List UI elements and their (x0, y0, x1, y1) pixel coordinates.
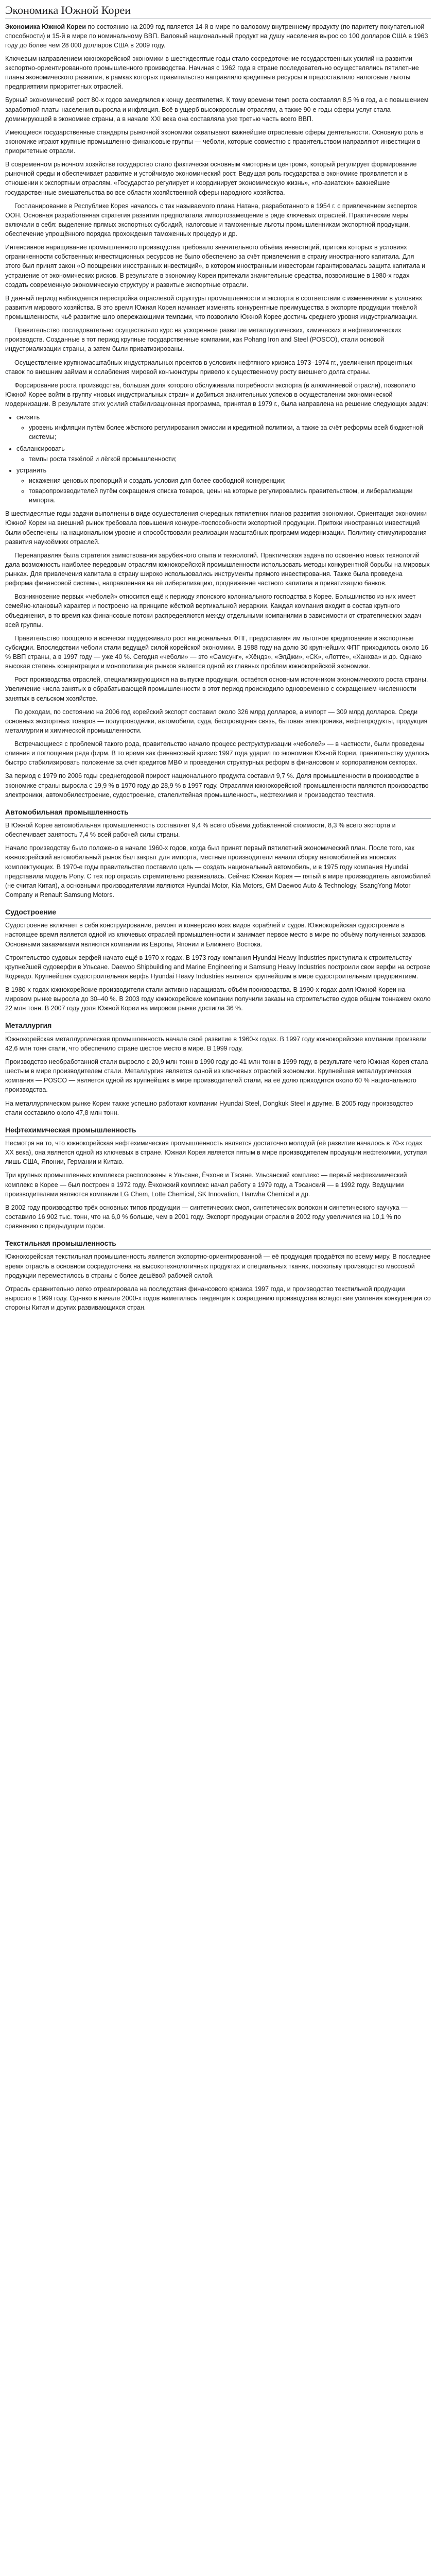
history-paragraph: Форсирование роста производства, большая доля которого обслуживала потребности экспорта (в алюминиевой отрасли), позволило Южной Корее войти в группу «новых индустриальных стран» и добиться значительных успехов в осуществлении экономической модернизации. В результате этих усилий стабилизационная программа, принятая в 1979 г., была направлена на решение следующих задач: (5, 381, 428, 408)
body-paragraph: Встречающиеся с проблемой такого рода, правительство начало процесс реструктуризации «чеболей» — в частности, были проведены слияния и поглощения ряда фирм. В то время как финансовый кризис 1997 года ударил по экономике Южной Кореи, правительству удалось быстро стабилизировать положение за счёт кредитов МВФ и проведения структурных реформ в финансовом и корпоративном секторах. (5, 740, 429, 767)
task-subitem: ◦ темпы роста тяжёлой и лёгкой промышленности; (29, 454, 431, 464)
body-paragraph: За период с 1979 по 2006 годы среднегодовой прирост национального продукта составил 9,7 %. Доля промышленности в производстве в экономике страны выросла с 19,9 % в 1970 году до 28,9 % в 1997 году. Отраслями южнокорейской промышленности являются производство электроники, автомобилестроение, судостроение, сталелитейная промышленность, нефтехимия и производство текстиля. (5, 772, 429, 799)
page-title: Экономика Южной Кореи (5, 3, 431, 19)
task-label: устранить (16, 466, 47, 474)
section-paragraph: Судостроение включает в себя конструирование, ремонт и конверсию всех видов кораблей и судов. Южнокорейская судостроение в настоящее время является одной из ключевых отраслей промышленности и занимает первое место в мире по объёму полученных заказов. Основными заказчиками являются компании из Европы, Японии и Ближнего Востока. (5, 922, 427, 948)
lead-text: по состоянию на 2009 год является 14-й в мире по валовому внутреннему продукту (по паритету покупательной способности) и 15-й в мире по номинальному ВВП. Валовый национальный продукт на душу населения вырос со 100 долларов США в 1963 году до более чем 28 000 долларов США в 2009 году. (5, 23, 428, 49)
section-paragraph: В 1980-х годах южнокорейские производители стали активно наращивать объём производства. В 1990-х годах доля Южной Кореи на мировом рынке выросла до 30–40 %. В 2003 году южнокорейские компании получили заказы на строительство судов общим тоннажем около 22 млн тонн. В 2007 году доля Южной Кореи на мировом рынке достигла 36 %. (5, 986, 431, 1012)
section-paragraph: Несмотря на то, что южнокорейская нефтехимическая промышленность является достаточно молодой (её развитие началось в 70-х годах XX века), она является одной из ключевых в стране. Южная Корея является пятым в мире производителем продукции нефтехимии, уступая лишь США, Японии, Германии и Китаю. (5, 1140, 427, 1166)
body-paragraph: Рост производства отраслей, специализирующихся на выпуске продукции, остаётся основным источником экономического роста страны. Увеличение числа занятых в обрабатывающей промышленности в этот период происходило одновременно с сокращением численности занятых в сельском хозяйстве. (5, 676, 428, 702)
task-subitem: ◦ товаропроизводителей путём сокращения списка товаров, цены на которые регулировались правительством, и либерализации импорта. (29, 486, 431, 505)
section-heading: Автомобильная промышленность (5, 807, 431, 819)
task-label: сбалансировать (16, 445, 65, 452)
section-paragraph: Три крупных промышленных комплекса расположены в Ульсане, Ёчхоне и Тэсане. Ульсанский комплекс — первый нефтехимический комплекс в Корее — был построен в 1972 году. Ёчхонский комплекс начал работу в 1979 году, а Тэсанский — в 1992 году. Ведущими производителями являются компании LG Chem, Lotte Chemical, SK Innovation, Hanwha Chemical и др. (5, 1172, 407, 1198)
section-heading: Текстильная промышленность (5, 1238, 431, 1250)
intro-paragraph: В современном рыночном хозяйстве государство стало фактически основным «моторным центром», который регулирует формирование рыночной среды и обеспечивает развитие и устойчивую экономический рост. Ведущая роль государства в экономике проявляется и в отношении к экспортным отраслям. «Государство регулирует и координирует экономическую жизнь», «по-азиатски» важнейшие государственные вмешательства во все области хозяйственной сферы народного хозяйства. (5, 161, 417, 196)
section-automotive (5, 807, 431, 900)
section-heading: Судостроение (5, 907, 431, 919)
section-heading: Металлургия (5, 1020, 431, 1032)
history-paragraph: Осуществление крупномасштабных индустриальных проектов в условиях нефтяного кризиса 1973–1974 гг., увеличения процентных ставок по внешним займам и ослабления мировой конъюнктуры привело к существенному росту внешнего долга страны. (5, 359, 413, 376)
intro-paragraph: Ключевым направлением южнокорейской экономики в шестидесятые годы стало сосредоточение государственных усилий на развитии экспортно-ориентированного промышленного производства. Начиная с 1962 года в стране последовательно осуществлялись пятилетние планы экономического развития, в рамках которых правительство направляло кредитные ресурсы и предоставляло налоговые льготы предприятиям приоритетных отраслей. (5, 55, 419, 91)
task-subitem: ◦ искажения ценовых пропорций и создать условия для более свободной конкуренции; (29, 476, 431, 485)
intro-block (5, 54, 431, 197)
intro-paragraph: Бурный экономический рост 80-х годов замедлился к концу десятилетия. К тому времени темп роста составлял 8,5 % в год, а с повышением заработной платы населения выросла и инфляция. Всё в ущерб высокорослым отраслям, а также 90-е годы сферы услуг стала доминирующей в экономике страны, а в начале XXI века она составляла уже третью часть всего ВВП. (5, 96, 429, 123)
history-paragraph: Правительство последовательно осуществляло курс на ускоренное развитие металлургических, химических и нефтехимических производств. Созданные в тот период крупные государственные компании, как Pohang Iron and Steel (POSCO), стали основой индустриализации страны, а затем были приватизированы. (5, 327, 402, 353)
history-paragraph: В данный период наблюдается перестройка отраслевой структуры промышленности и экспорта в соответствии с изменениями в условиях развития мирового хозяйства. В это время Южная Корея начинает изменять конкурентные преимущества в экспорте продукции тяжёлой промышленности, чьё развитие шло опережающими темпами, что позволило Южной Корее достичь среднего уровня индустриализации. (5, 294, 422, 320)
section-petrochemical (5, 1125, 431, 1231)
section-paragraph: Строительство судовых верфей начато ещё в 1970-х годах. В 1973 году компания Hyundai Heavy Industries приступила к строительству крупнейшей судоверфи в Ульсане. Daewoo Shipbuilding and Marine Engineering и Samsung Heavy Industries построили свои верфи на острове Коджедо. Крупнейшая судостроительная верфь Hyundai Heavy Industries является крупнейшим в мире судостроительным предприятием. (5, 954, 430, 980)
tasks-list (5, 413, 431, 505)
section-paragraph: Отрасль сравнительно легко отреагировала на последствия финансового кризиса 1997 года, и производство текстильной продукции выросло в 1999 году. Однако в начале 2000-х годов наметилась тенденция к сокращению производства вследствие усиления конкуренции со стороны Китая и других развивающихся стран. (5, 1285, 431, 1312)
body-paragraph: Перенаправляя была стратегия заимствования зарубежного опыта и технологий. Практическая задача по освоению новых технологий дала возможность наиболее передовым отраслям южнокорейской промышленности использовать методы конкурентной борьбы на мировых рынках. Для привлечения капитала в страну широко использовались инструменты прямого инвестирования. Также была проведена реформа финансовой системы, направленная на её либерализацию, продвижение частного капитала и приватизацию банков. (5, 551, 430, 587)
intro-paragraph: Имеющиеся государственные стандарты рыночной экономики охватывают важнейшие отраслевые сферы деятельности. Основную роль в экономике играют крупные промышленно-финансовые группы — чеболи, которые совместно с правительством направляют инвестиции в приоритетные отрасли. (5, 128, 424, 155)
task-sublist (16, 454, 431, 464)
section-paragraph: Начало производству было положено в начале 1960-х годов, когда был принят первый пятилетний экономический план. После того, как южнокорейский автомобильный рынок был закрыт для импорта, местные производители начали сборку автомобилей из японских комплектующих. В 1970-е годы правительство поставило цель — создать национальный автомобиль, и в 1975 году компания Hyundai представила модель Pony. С тех пор отрасль стремительно развивалась. Сейчас Южная Корея — пятый в мире производитель автомобилей (не считая Китая), а основными производителями являются Hyundai Motor, Kia Motors, GM Daewoo Auto & Technology, SsangYong Motor Company и Renault Samsung Motors. (5, 844, 431, 899)
section-paragraph: Южнокорейская металлургическая промышленность начала своё развитие в 1960-х годах. В 1997 году южнокорейские компании произвели 42,6 млн тонн стали, что обеспечило стране шестое место в мире. В 1999 году. (5, 1035, 427, 1052)
task-item (16, 444, 431, 464)
after-tasks-block (5, 509, 431, 800)
lead-paragraph (5, 22, 431, 50)
section-paragraph: Южнокорейская текстильная промышленность является экспортно-ориентированной — её продукция продаётся по всему миру. В последнее время отрасль в основном сосредоточена на высокотехнологичных продуктах и специальных тканях, поскольку производство массовой продукции переместилось в страны с более дешёвой рабочей силой. (5, 1253, 431, 1279)
task-label: снизить (16, 414, 40, 421)
section-shipbuilding (5, 907, 431, 1013)
task-item (16, 466, 431, 505)
section-paragraph: Производство необработанной стали выросло с 20,9 млн тонн в 1990 году до 41 млн тонн в 1999 году, в результате чего Южная Корея стала шестым в мире производителем стали. Металлургия является одной из ключевых отраслей экономики. Крупнейшая металлургическая компания — POSCO — является одной из крупнейших в мире производителей стали, на её долю приходится около 60 % национального производства. (5, 1058, 428, 1094)
task-subitem: ◦ уровень инфляции путём более жёсткого регулирования эмиссии и кредитной политики, а также за счёт реформы всей бюджетной системы; (29, 423, 431, 442)
task-item (16, 413, 431, 442)
body-paragraph: Возникновение первых «чеболей» относится ещё к периоду японского колониального господства в Корее. Большинство из них имеет семейно-клановый характер и построено на принципе жёсткой вертикальной иерархии. Каждая компания входит в состав крупного объединения, в то время как финансовые потоки распределяются между отдельными компаниями в зависимости от стратегических задач всей группы. (5, 593, 422, 629)
section-paragraph: В Южной Корее автомобильная промышленность составляет 9,4 % всего объёма добавленной стоимости, 8,3 % всего экспорта и обеспечивает занятость 7,4 % всей рабочей силы страны. (5, 822, 396, 839)
body-paragraph: В шестидесятые годы задачи выполнены в виде осуществления очередных пятилетних планов развития экономики. Ориентация экономики Южной Кореи на внешний рынок требовала повышения конкурентоспособности экспортной продукции. Притоки иностранных инвестиций были обеспечены на национальном уровне и способствовали реализации масштабных программ модернизации. Политику стимулирования развития наукоёмких отраслей. (5, 510, 427, 546)
body-paragraph: Правительство поощряло и всячески поддерживало рост национальных ФПГ, предоставляя им льготное кредитование и экспортные субсидии. Впоследствии чеболи стали ведущей силой корейской экономики. В 1988 году на долю 30 крупнейших ФПГ приходилось около 16 % ВВП страны, а в 1997 году — уже 40 %. Сегодня «чеболи» — это «Самсунг», «Хёндэ», «ЭлДжи», «СК», «Лотте», «Ханхва» и др. Однако высокая степень концентрации и монополизация рынков является одной из главных проблем южнокорейской экономики. (5, 634, 428, 670)
section-paragraph: В 2002 году производство трёх основных типов продукции — синтетических смол, синтетических волокон и синтетического каучука — составило 16 902 тыс. тонн, что на 6,0 % больше, чем в 2001 году. Экспорт продукции отрасли в 2002 году увеличился на 10,1 % по сравнению с предыдущим годом. (5, 1204, 408, 1230)
history-paragraph: Госпланирование в Республике Корея началось с так называемого плана Натана, разработанного в 1954 г. с привлечением экспертов ООН. Основная разработанная стратегия развития предполагала импортозамещение в ряде ключевых отраслей. Практические меры включали в себя: выделение прямых экспортных субсидий, налоговые и таможенные льготы промышленникам экспортной продукции, обеспечение упрощённого порядка прохождения таможенных процедур и др. (5, 202, 417, 238)
section-heading: Нефтехимическая промышленность (5, 1125, 431, 1137)
history-block (5, 201, 431, 409)
section-textile (5, 1238, 431, 1312)
lead-bold: Экономика Южной Кореи (5, 23, 86, 30)
task-sublist (16, 423, 431, 442)
body-paragraph: По доходам, по состоянию на 2006 год корейский экспорт составил около 326 млрд долларов, а импорт — 309 млрд долларов. Среди основных экспортных товаров — полупроводники, автомобили, суда, беспроводная связь, бытовая электроника, нефтепродукты, продукция металлургии и химической промышленности. (5, 708, 428, 734)
section-paragraph: На металлургическом рынке Кореи также успешно работают компании Hyundai Steel, Dongkuk Steel и другие. В 2005 году производство стали составило около 47,8 млн тонн. (5, 1099, 413, 1116)
task-sublist (16, 476, 431, 505)
history-paragraph: Интенсивное наращивание промышленного производства требовало значительного объёма инвестиций, притока которых в условиях ограниченности собственных инвестиционных ресурсов не было обеспечено за счёт привлечения в страну иностранного капитала. Для этого был принят закон «О поощрении иностранных инвестиций», в котором иностранным инвесторам гарантировалась защита капитала и устранение от экономических рисков. В результате в экономику Кореи притекали значительные средства, позволившие в 1980-х годах создать современную экономическую структуру и развитые экспортные отрасли. (5, 244, 426, 289)
section-metallurgy (5, 1020, 431, 1117)
